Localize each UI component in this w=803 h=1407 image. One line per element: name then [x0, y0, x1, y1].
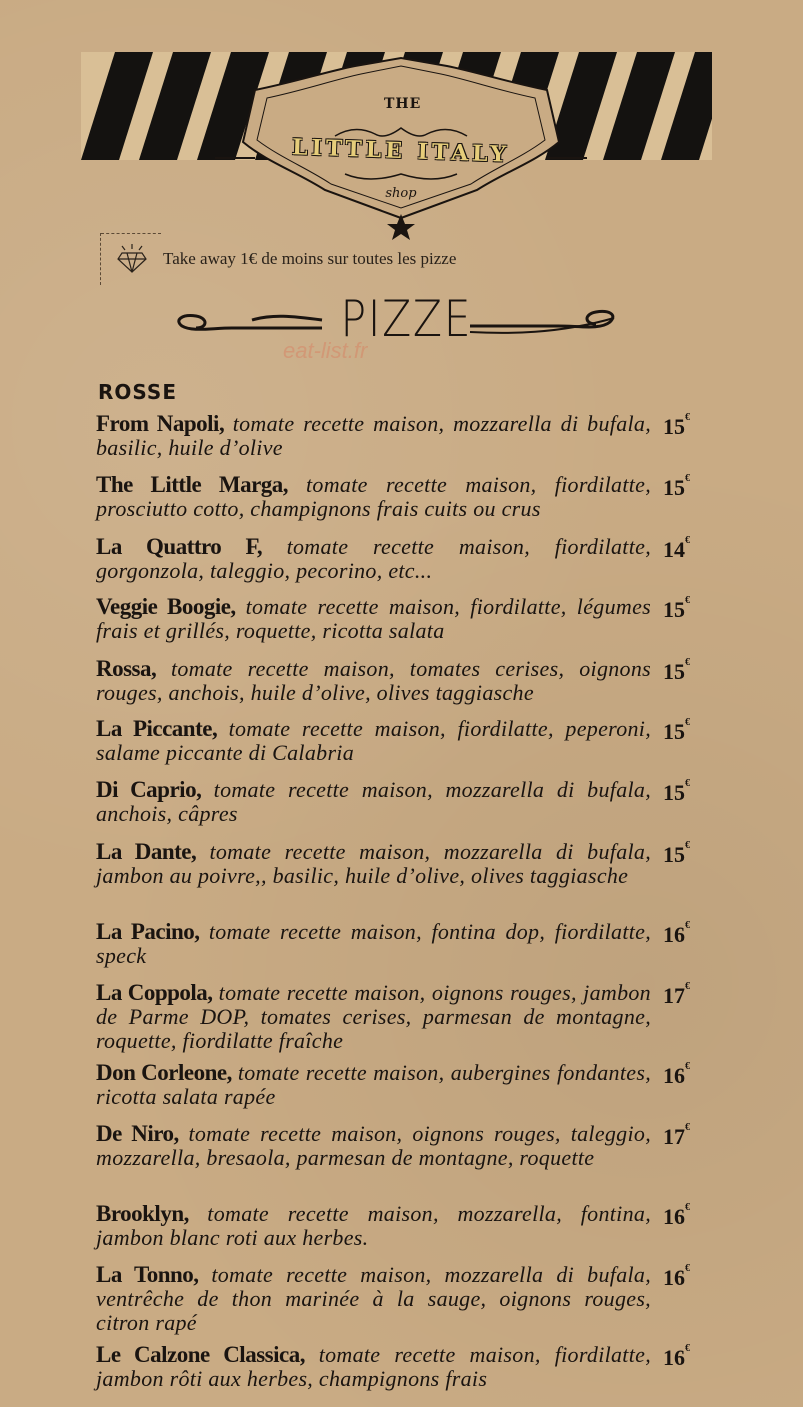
item-name: Le Calzone Classica, — [96, 1342, 305, 1367]
item-name: De Niro, — [96, 1121, 179, 1146]
item-price: 17€ — [663, 1122, 690, 1149]
item-description: tomate recette maison, fiordilatte, peperoni, salame piccante di Calabria — [96, 716, 652, 765]
item-description: tomate recette maison, tomates cerises, oignons rouges, anchois, huile d’olive, olives taggiasche — [96, 656, 652, 705]
item-price: 16€ — [663, 1263, 690, 1290]
item-name: Di Caprio, — [96, 777, 202, 802]
menu-item — [96, 595, 696, 643]
menu-item — [96, 657, 696, 705]
menu-item — [96, 473, 696, 521]
brand-name: LITTLE ITALY — [291, 134, 511, 168]
item-name: The Little Marga, — [96, 472, 289, 497]
item-name: From Napoli, — [96, 411, 225, 436]
item-name: Brooklyn, — [96, 1201, 189, 1226]
item-description: tomate recette maison, mozzarella di bufala, ventrêche de thon marinée à la sauge, oignons rouges, citron rapé — [96, 1262, 652, 1335]
item-description: tomate recette maison, oignons rouges, taleggio, mozzarella, bresaola, parmesan de montagne, roquette — [96, 1121, 651, 1170]
item-price: 14€ — [663, 535, 690, 562]
item-name: La Quattro F, — [96, 534, 263, 559]
item-name: La Coppola, — [96, 980, 213, 1005]
menu-item — [96, 981, 696, 1053]
item-description: tomate recette maison, fiordilatte, gorgonzola, taleggio, pecorino, etc... — [96, 534, 652, 583]
menu-item — [96, 840, 696, 888]
brand-the: THE — [384, 96, 422, 112]
section-title: PIZZE — [340, 290, 473, 348]
item-description: tomate recette maison, mozzarella, fontina, jambon blanc roti aux herbes. — [96, 1201, 651, 1250]
item-description: tomate recette maison, fontina dop, fiordilatte, speck — [96, 919, 652, 968]
menu-item — [96, 1263, 696, 1335]
item-description: tomate recette maison, mozzarella di bufala, jambon au poivre,, basilic, huile d’olive, olives taggiasche — [96, 839, 652, 888]
item-description: tomate recette maison, fiordilatte, prosciutto cotto, champignons frais cuits ou crus — [96, 472, 652, 521]
menu-item — [96, 920, 696, 968]
menu-item — [96, 535, 696, 583]
item-name: La Tonno, — [96, 1262, 199, 1287]
item-price: 16€ — [663, 1202, 690, 1229]
item-name: La Pacino, — [96, 919, 200, 944]
takeaway-note: Take away 1€ de moins sur toutes les pizze — [163, 249, 457, 268]
menu-item — [96, 778, 696, 826]
diamond-icon — [116, 243, 148, 273]
item-description: tomate recette maison, fiordilatte, jambon rôti aux herbes, champignons frais — [96, 1342, 652, 1391]
item-description: tomate recette maison, mozzarella di bufala, anchois, câpres — [96, 777, 652, 826]
item-description: tomate recette maison, aubergines fondantes, ricotta salata rapée — [96, 1060, 651, 1109]
category-heading: ROSSE — [98, 380, 177, 404]
menu-item — [96, 1343, 696, 1391]
menu-item — [96, 717, 696, 765]
item-price: 15€ — [663, 473, 690, 500]
item-price: 16€ — [663, 1343, 690, 1370]
item-price: 16€ — [663, 1061, 690, 1088]
brand-shop: shop — [385, 186, 417, 201]
item-name: Don Corleone, — [96, 1060, 232, 1085]
item-name: Rossa, — [96, 656, 157, 681]
item-price: 17€ — [663, 981, 690, 1008]
item-name: La Dante, — [96, 839, 197, 864]
item-price: 15€ — [663, 412, 690, 439]
item-price: 15€ — [663, 595, 690, 622]
menu-item — [96, 1202, 696, 1250]
menu-item — [96, 1061, 696, 1109]
item-price: 15€ — [663, 840, 690, 867]
item-price: 16€ — [663, 920, 690, 947]
item-price: 15€ — [663, 717, 690, 744]
item-name: Veggie Boogie, — [96, 594, 236, 619]
flourish-left-icon — [172, 306, 324, 338]
flourish-right-icon — [468, 304, 620, 336]
menu-item — [96, 1122, 696, 1170]
item-name: La Piccante, — [96, 716, 218, 741]
item-description: tomate recette maison, mozzarella di bufala, basilic, huile d’olive — [96, 411, 652, 460]
item-description: tomate recette maison, oignons rouges, jambon de Parme DOP, tomates cerises, parmesan de montagne, roquette, fiordilatte fraîche — [96, 980, 651, 1053]
item-price: 15€ — [663, 778, 690, 805]
item-price: 15€ — [663, 657, 690, 684]
item-description: tomate recette maison, fiordilatte, légumes frais et grillés, roquette, ricotta salata — [96, 594, 651, 643]
watermark: eat-list.fr — [283, 338, 368, 363]
menu-item — [96, 412, 696, 460]
